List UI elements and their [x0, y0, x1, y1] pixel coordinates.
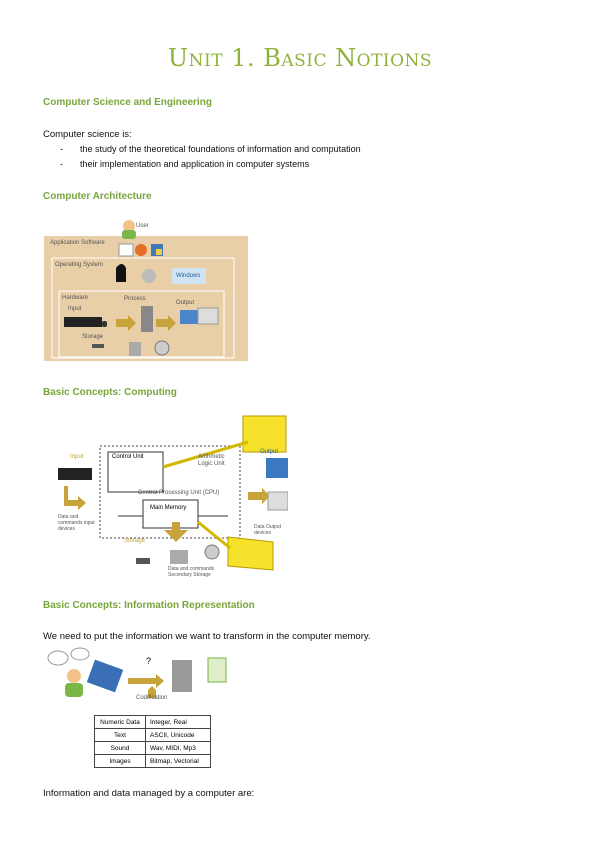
table-cell: Images: [95, 755, 146, 768]
table-cell: Bitmap, Vectorial: [146, 755, 211, 768]
info-text: We need to put the information we want to transform in the computer memory.: [43, 631, 371, 642]
heading-architecture: Computer Architecture: [43, 191, 152, 202]
page-title: Unit 1. Basic Notions: [167, 44, 433, 72]
computing-figure: [58, 412, 288, 578]
architecture-figure: [44, 218, 249, 361]
fig-hardware-label: Hardware: [62, 295, 89, 301]
device-storage-label: Data and commands Secondary Storage: [168, 566, 215, 578]
table-cell: Text: [95, 729, 146, 742]
fig-storage-label-2: Storage: [124, 538, 146, 544]
cse-intro: Computer science is:: [43, 129, 132, 140]
codification-label: Codification: [136, 695, 168, 701]
fig-input-label: Input: [68, 306, 82, 312]
fig-output-label: Output: [176, 300, 195, 306]
table-cell: Numeric Data: [95, 716, 146, 729]
heading-information: Basic Concepts: Information Representation: [43, 600, 255, 611]
info-figure: [44, 646, 236, 704]
table-row: [95, 729, 211, 742]
question-mark: ?: [146, 656, 152, 666]
table-cell: Wav, MIDI, Mp3: [146, 742, 211, 755]
fig-output-label-2: Output: [260, 449, 279, 455]
table-row: [95, 755, 211, 768]
bullet-1: - the study of the theoretical foundations of information and computation: [60, 144, 361, 154]
data-text: Information and data managed by a computer are:: [43, 788, 255, 799]
info-table: [94, 715, 211, 768]
alu-label: Arithmetic Logic Unit: [198, 454, 225, 467]
cpu-label: Central Processing Unit (CPU): [138, 490, 220, 496]
table-row: [95, 742, 211, 755]
device-input-label: Data and commands input devices: [58, 514, 95, 532]
heading-computing: Basic Concepts: Computing: [43, 387, 177, 398]
control-unit-label: Control Unit: [112, 454, 144, 460]
fig-os-label: Operating System: [55, 262, 104, 268]
table-cell: Sound: [95, 742, 146, 755]
fig-storage-label: Storage: [82, 334, 104, 340]
main-memory-label: Main Memory: [150, 505, 187, 511]
fig-user-label: User: [136, 223, 149, 229]
fig-app-label: Application Software: [50, 240, 105, 246]
bullet-2: - their implementation and application in computer systems: [60, 159, 310, 169]
fig-input-label-2: Input: [70, 454, 84, 460]
table-row: [95, 716, 211, 729]
device-output-label: Data Output devices: [254, 524, 281, 536]
table-cell: Integer, Real: [146, 716, 211, 729]
fig-process-label: Process: [124, 296, 146, 302]
table-cell: ASCII, Unicode: [146, 729, 211, 742]
fig-windows-label: Windows: [176, 273, 201, 279]
heading-cse: Computer Science and Engineering: [43, 97, 212, 108]
